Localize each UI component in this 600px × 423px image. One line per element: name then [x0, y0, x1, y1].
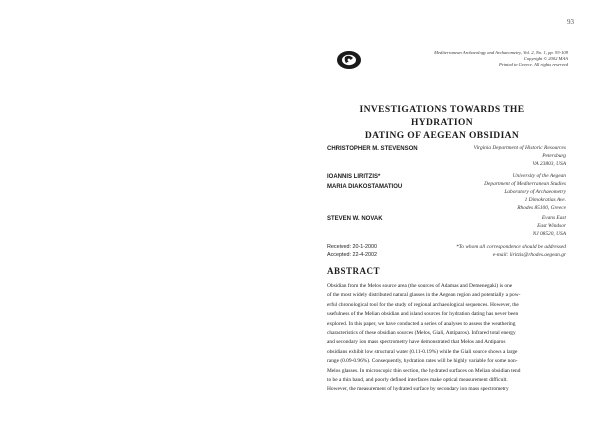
abstract-line: to be a thin band, and poorly defined interfaces make optical measurement difficult.	[327, 377, 508, 384]
author-name-line: IOANNIS LIRITZIS*	[327, 174, 381, 180]
affiliation-line: Virginia Department of Historic Resources	[473, 145, 566, 151]
affiliation-line: 1 Dimokratias Ave.	[524, 197, 566, 203]
title-line-1: INVESTIGATIONS TOWARDS THE HYDRATION	[359, 105, 525, 128]
author-affiliation	[484, 172, 566, 212]
paper-title	[340, 104, 544, 143]
author-affiliation	[474, 144, 566, 168]
journal-copyright: Copyright © 2002 MAA	[523, 56, 568, 61]
abstract-line: characteristics of these obsidian sources (Melos, Giali, Antiparos). Infrared total energy	[327, 330, 516, 337]
journal-rights: Printed in Greece. All rights reserved	[499, 62, 568, 67]
author-name-line: MARIA DIAKOSTAMATIOU	[327, 184, 403, 190]
affiliation-line: NJ 08520, USA	[532, 231, 566, 237]
abstract-line: Obsidian from the Melos source area (the sources of Adamas and Demenegaki) is one	[327, 283, 513, 289]
title-line-2: DATING OF AEGEAN OBSIDIAN	[364, 131, 520, 141]
journal-info	[434, 50, 568, 68]
abstract-heading: ABSTRACT	[327, 266, 381, 276]
abstract-line: usefulness of the Melian obsidian and island sources for hydration dating has never been	[327, 311, 519, 318]
affiliation-line: Rhodes 85100, Greece	[517, 205, 566, 211]
abstract-line: explored. In this paper, we have conducted a series of analyses to assess the weathering	[327, 320, 516, 327]
submission-dates	[327, 243, 377, 259]
correspondence-email[interactable]: e-mail: liritzis@rhodes.aegean.gr	[492, 252, 566, 258]
author-name: STEVEN W. NOVAK	[327, 216, 383, 222]
accepted-date: Accepted: 22-4-2002	[327, 252, 378, 258]
affiliation-line: Evans East	[541, 215, 566, 221]
page-number: 93	[567, 18, 574, 26]
affiliation-line: Laboratory of Archaeometry	[504, 189, 566, 195]
author-name	[327, 172, 402, 192]
affiliation-line: University of the Aegean	[512, 173, 566, 179]
affiliation-line: Petersburg	[542, 153, 566, 159]
affiliation-line: East Windsor	[537, 223, 566, 229]
received-date: Received: 20-1-2000	[327, 244, 378, 250]
abstract-line: erful chronological tool for the study of regional archaeological sequences. However, the	[327, 301, 519, 308]
author-affiliation	[533, 214, 566, 238]
correspondence-note	[456, 243, 566, 259]
publisher-logo-icon	[336, 50, 362, 70]
abstract-body	[327, 282, 561, 395]
abstract-line: However, the measurement of hydrated surface by secondary ion mass spectrometry	[327, 386, 509, 393]
abstract-line: of the most widely distributed natural glasses in the Aegean region and potentially a pow-	[327, 292, 521, 299]
author-name: CHRISTOPHER M. STEVENSON	[327, 146, 418, 152]
affiliation-line: Department of Mediterranean Studies	[484, 181, 566, 187]
abstract-line: and secondary ion mass spectrometry have demonstrated that Melos and Antiparos	[327, 339, 506, 346]
journal-citation: Mediterranean Archaeology and Archaeometry, Vol. 2, No. 1, pp. 93-109	[434, 50, 568, 55]
correspondence-line: *To whom all correspondence should be addressed	[456, 244, 566, 250]
abstract-line: Melos glasses. In microscopic thin section, the hydrated surfaces on Melian obsidian tend	[327, 367, 521, 374]
abstract-line: range (0.09-0.96%). Consequently, hydration rates will be highly variable for some non-	[327, 358, 518, 365]
abstract-line: obsidians exhibit low structural water (0.11-0.19%) while the Giali source shows a large	[327, 348, 518, 355]
affiliation-line: VA 23803, USA	[532, 161, 566, 167]
